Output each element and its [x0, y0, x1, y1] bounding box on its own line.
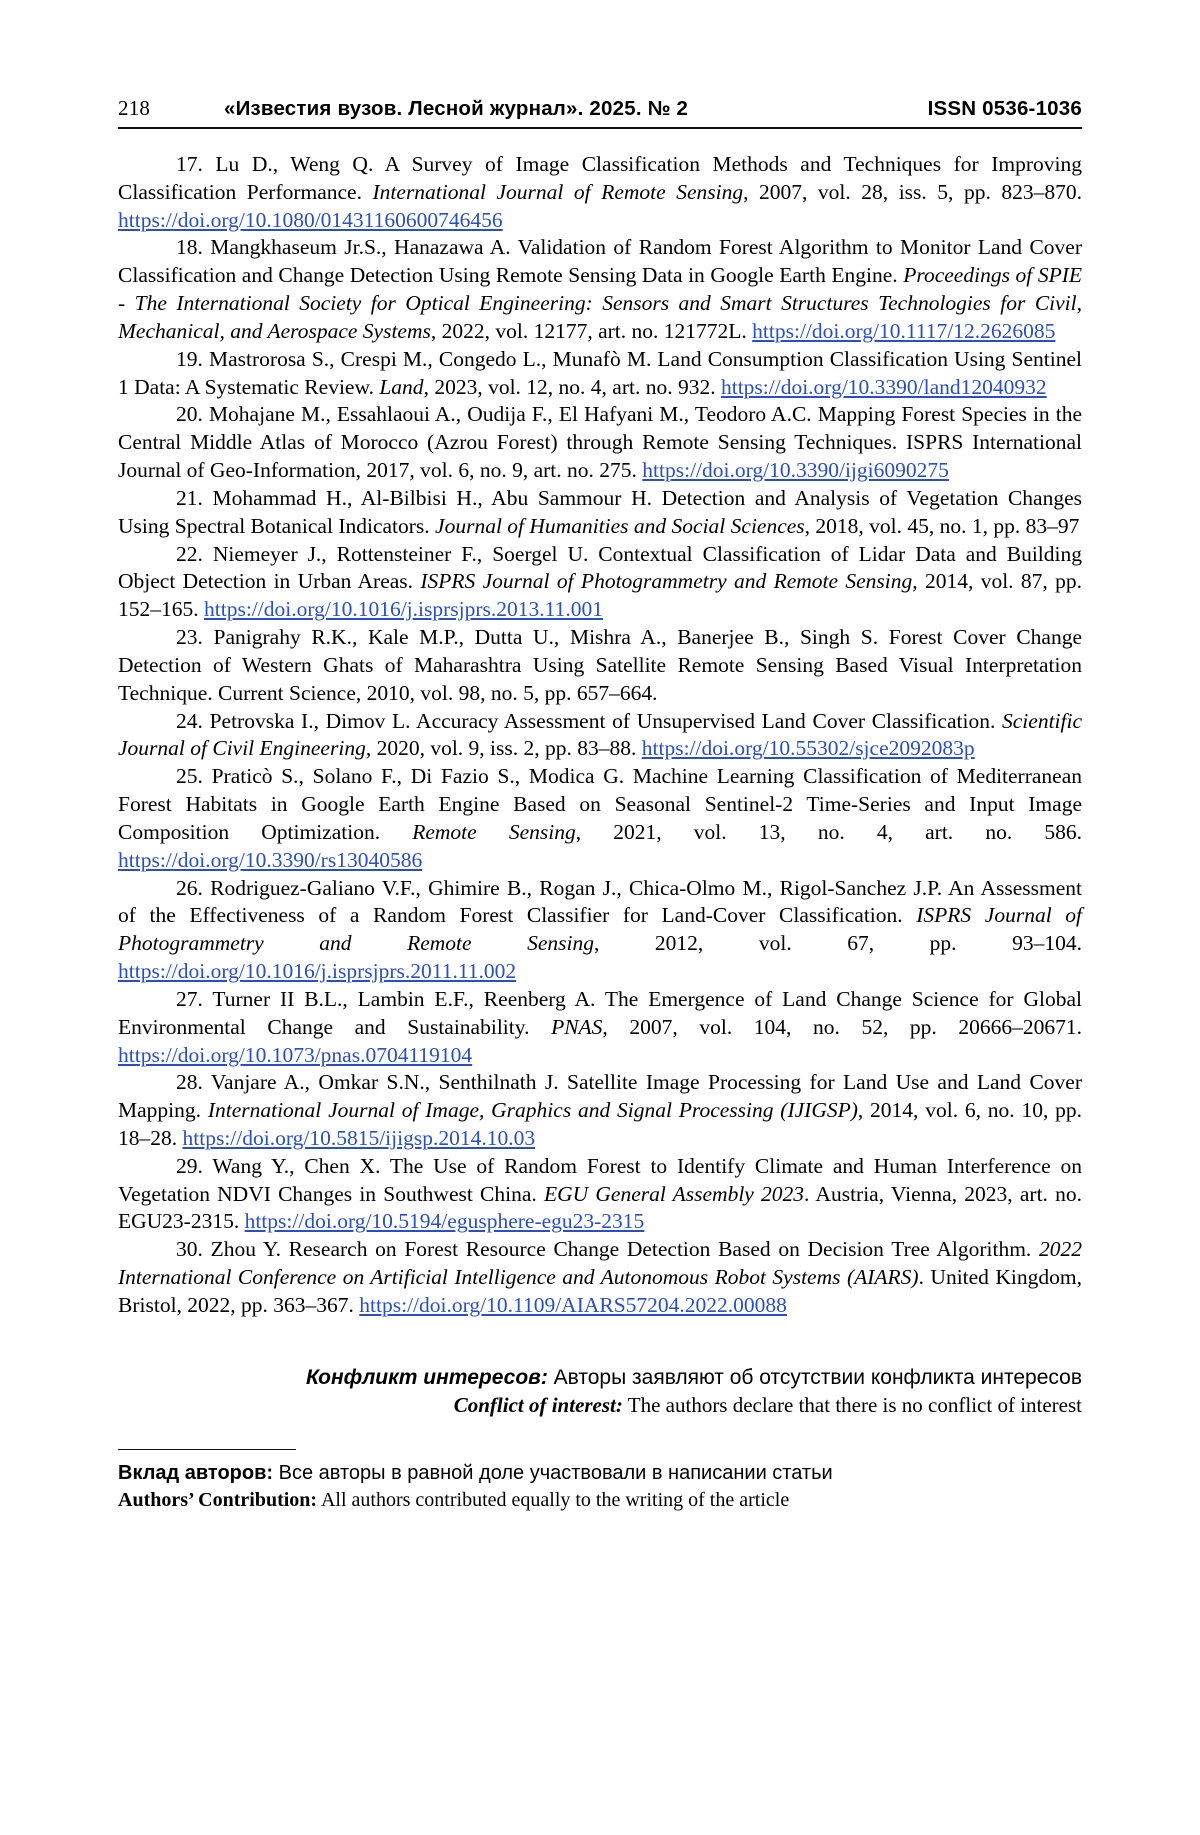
doi-link[interactable]: https://doi.org/10.1109/AIARS57204.2022.00088 [359, 1292, 787, 1317]
doi-link[interactable]: https://doi.org/10.1073/pnas.0704119104 [118, 1042, 473, 1067]
ref-text-cont: , 2014, vol. 87, pp. 152–165. [118, 569, 1082, 622]
ref-number: 18. [176, 235, 203, 260]
ref-text: Praticò S., Solano F., Di Fazio S., Modica G. Machine Learning Classification of Mediterranean Forest Habitats in Google Earth Engine Based on Seasonal Sentinel-2 Time-Series and Input Image Composition Optimization. [118, 764, 1083, 844]
ref-source: ISPRS Journal of Photogrammetry and Remote Sensing [420, 569, 913, 594]
footnote-divider [118, 1449, 296, 1450]
ref-text: Lu D., Weng Q. A Survey of Image Classification Methods and Techniques for Improving Classification Performance. [118, 152, 1082, 204]
ref-text-cont: , 2020, vol. 9, iss. 2, pp. 83–88. [365, 736, 642, 761]
conflict-ru [118, 1364, 1082, 1392]
list-item [118, 541, 1082, 624]
doi-link[interactable]: https://doi.org/10.5194/egusphere-egu23-2315 [244, 1209, 645, 1234]
ref-source: Scientific Journal of Civil Engineering [118, 708, 1083, 761]
ref-number: 28. [176, 1070, 203, 1095]
doi-link[interactable]: https://doi.org/10.3390/rs13040586 [118, 847, 423, 872]
doi-link[interactable]: https://doi.org/10.1016/j.isprsjprs.2011.11.002 [118, 959, 517, 984]
ref-number: 26. [176, 875, 203, 900]
ref-source: Remote Sensing [412, 819, 576, 844]
doi-link[interactable]: https://doi.org/10.1117/12.2626085 [752, 318, 1056, 343]
ref-text: Petrovska I., Dimov L. Accuracy Assessment of Unsupervised Land Cover Classification. [209, 708, 1003, 733]
doi-link[interactable]: https://doi.org/10.1080/01431160600746456 [118, 207, 503, 232]
ref-number: 29. [176, 1153, 203, 1178]
ref-text: Mohammad H., Al-Bilbisi H., Abu Sammour H. Detection and Analysis of Vegetation Changes Using Spectral Botanical Indicators. [118, 485, 1083, 538]
conflict-en-text: The authors declare that there is no conflict of interest [622, 1392, 1082, 1417]
references-list [118, 151, 1082, 1320]
ref-text-cont: , 2021, vol. 13, no. 4, art. no. 586. [575, 819, 1082, 844]
list-item [118, 1236, 1082, 1319]
list-item [118, 763, 1082, 874]
ref-source: Journal of Humanities and Social Sciences [435, 513, 805, 538]
page-content [118, 96, 1082, 1515]
contribution-ru-text: Все авторы в равной доле участвовали в написании статьи [273, 1462, 833, 1485]
ref-text-cont: , 2018, vol. 45, no. 1, pp. 83–97 [804, 513, 1080, 538]
list-item [118, 485, 1082, 541]
list-item [118, 1069, 1082, 1152]
ref-text: Mangkhaseum Jr.S., Hanazawa A. Validation of Random Forest Algorithm to Monitor Land Cover Classification and Change Detection Using Remote Sensing Data in Google Earth Engine. [118, 235, 1082, 288]
ref-source: Land [379, 374, 424, 399]
ref-number: 22. [176, 541, 203, 566]
ref-number: 21. [176, 485, 203, 510]
ref-text: Mastrorosa S., Crespi M., Congedo L., Munafò M. Land Consumption Classification Using Sentinel 1 Data: A Systematic Review. [118, 346, 1082, 399]
ref-text-cont: , 2012, vol. 67, pp. 93–104. [593, 931, 1082, 956]
list-item [118, 708, 1082, 764]
list-item [118, 986, 1082, 1069]
page-header [118, 96, 1082, 121]
ref-source: ISPRS Journal of Photogrammetry and Remote Sensing [118, 903, 1082, 956]
ref-number: 24. [176, 708, 203, 733]
ref-number: 30. [176, 1237, 203, 1262]
ref-number: 25. [176, 764, 203, 789]
contribution-en [118, 1487, 1082, 1514]
ref-source: 2022 International Conference on Artificial Intelligence and Autonomous Robot Systems (AIARS) [118, 1237, 1083, 1290]
list-item [118, 624, 1082, 707]
ref-text-cont: , 2022, vol. 12177, art. no. 121772L. [430, 318, 753, 343]
conflict-en-label: Conflict of interest: [453, 1392, 623, 1417]
ref-text-cont: . United Kingdom, Bristol, 2022, pp. 363–367. [118, 1265, 1082, 1317]
ref-text-cont: , 2007, vol. 104, no. 52, pp. 20666–20671. [602, 1014, 1082, 1039]
conflict-en [118, 1392, 1082, 1420]
doi-link[interactable]: https://doi.org/10.3390/land12040932 [720, 374, 1047, 399]
journal-title: «Известия вузов. Лесной журнал». 2025. № 2 [224, 97, 689, 120]
ref-source: International Journal of Image, Graphics and Signal Processing (IJIGSP) [207, 1098, 858, 1123]
ref-source: EGU General Assembly 2023 [543, 1181, 805, 1206]
list-item [118, 346, 1082, 402]
list-item [118, 234, 1082, 345]
ref-text: Wang Y., Chen X. The Use of Random Forest to Identify Climate and Human Interference on Vegetation NDVI Changes in Southwest China. [118, 1153, 1082, 1206]
header-divider [118, 127, 1082, 129]
list-item [118, 401, 1082, 484]
list-item [118, 875, 1082, 986]
ref-text-cont: , 2023, vol. 12, no. 4, art. no. 932. [423, 374, 721, 399]
doi-link[interactable]: https://doi.org/10.3390/ijgi6090275 [642, 458, 949, 483]
conflict-ru-label: Конфликт интересов: [306, 1365, 548, 1389]
contribution-ru [118, 1460, 1082, 1487]
conflict-ru-text: Авторы заявляют об отсутствии конфликта интересов [547, 1365, 1082, 1389]
ref-number: 27. [176, 986, 203, 1011]
authors-contribution [118, 1460, 1082, 1514]
ref-number: 19. [176, 346, 203, 371]
ref-text: Niemeyer J., Rottensteiner F., Soergel U. Contextual Classification of Lidar Data and Building Object Detection in Urban Areas. [118, 541, 1083, 594]
ref-text: Mohajane M., Essahlaoui A., Oudija F., El Hafyani M., Teodoro A.C. Mapping Forest Species in the Central Middle Atlas of Morocco (Azrou Forest) through Remote Sensing Techniques. ISPRS International Journal of Geo-Information, 2017, vol. 6, no. 9, art. no. 275. [118, 402, 1082, 483]
conflict-of-interest [118, 1364, 1082, 1419]
page-number: 218 [118, 96, 151, 120]
ref-text: Rodriguez-Galiano V.F., Ghimire B., Rogan J., Chica-Olmo M., Rigol-Sanchez J.P. An Assessment of the Effectiveness of a Random Forest Classifier for Land-Cover Classification. [118, 875, 1082, 928]
ref-number: 23. [176, 625, 203, 650]
ref-source: Proceedings of SPIE - The International Society for Optical Engineering: Sensors and Smart Structures Technologies for Civil, Mechanical, and Aerospace Systems [118, 263, 1082, 343]
contribution-en-label: Authors’ Contribution: [118, 1489, 318, 1512]
ref-text: Zhou Y. Research on Forest Resource Change Detection Based on Decision Tree Algorithm. [210, 1237, 1040, 1262]
ref-source: PNAS [551, 1014, 603, 1039]
issn: ISSN 0536-1036 [927, 97, 1082, 120]
ref-text: Vanjare A., Omkar S.N., Senthilnath J. Satellite Image Processing for Land Use and Land Cover Mapping. [118, 1070, 1082, 1123]
list-item [118, 151, 1082, 234]
list-item [118, 1153, 1082, 1236]
ref-text: Panigrahy R.K., Kale M.P., Dutta U., Mishra A., Banerjee B., Singh S. Forest Cover Change Detection of Western Ghats of Maharashtra Using Satellite Remote Sensing Based Visual Interpretation Technique. Current Science, 2010, vol. 98, no. 5, pp. 657–664. [118, 625, 1083, 705]
doi-link[interactable]: https://doi.org/10.1016/j.isprsjprs.2013.11.001 [204, 597, 603, 622]
ref-number: 17. [176, 152, 203, 176]
contribution-en-text: All authors contributed equally to the writing of the article [317, 1489, 790, 1512]
ref-text-cont: , 2014, vol. 6, no. 10, pp. 18–28. [118, 1098, 1082, 1150]
ref-number: 20. [176, 402, 203, 427]
ref-text-cont: . Austria, Vienna, 2023, art. no. EGU23-2315. [118, 1181, 1082, 1234]
doi-link[interactable]: https://doi.org/10.55302/sjce2092083p [641, 736, 975, 761]
ref-text-cont: , 2007, vol. 28, iss. 5, pp. 823–870. [743, 179, 1083, 204]
ref-source: International Journal of Remote Sensing [372, 179, 744, 204]
contribution-ru-label: Вклад авторов: [118, 1462, 274, 1485]
doi-link[interactable]: https://doi.org/10.5815/ijigsp.2014.10.03 [182, 1125, 536, 1150]
ref-text: Turner II B.L., Lambin E.F., Reenberg A. The Emergence of Land Change Science for Global Environmental Change and Sustainability. [118, 986, 1082, 1039]
